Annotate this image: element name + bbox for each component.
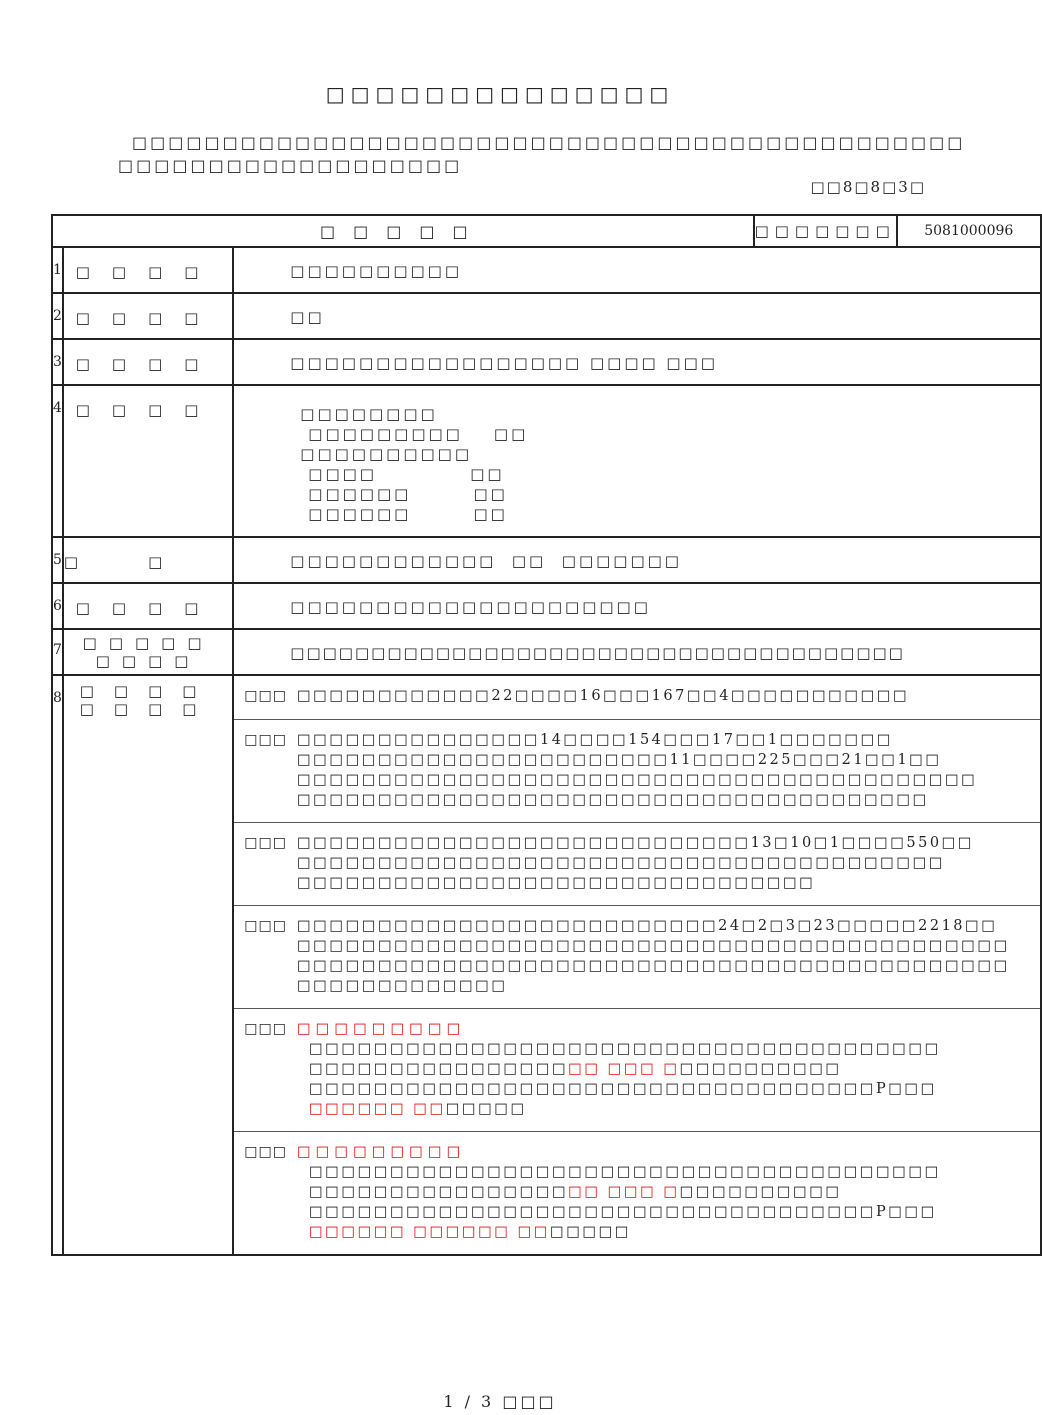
history-item-number: □□□ xyxy=(234,905,287,1008)
row-number: 1 xyxy=(52,247,63,293)
intro-line-1: □□□□□□□□□□□□□□□□□□□□□□□□□□□□□□□□□□□□□□□□□□□□□□ xyxy=(132,133,966,152)
history-item-text xyxy=(287,1131,1040,1254)
history-item-number: □□□ xyxy=(234,822,287,905)
row-label: □□□□ xyxy=(63,247,233,293)
row-number: 8 xyxy=(52,675,63,1255)
row-value: □□□□□□□□□□□□□□□□□□□□□□□□□□□□□□□□□□□□□□ xyxy=(233,629,1041,675)
history-table xyxy=(234,676,1040,1254)
row4-line: □□□□□□ □□ xyxy=(308,505,508,523)
row-value: □□□□□□□□□□□□□□□□□□□□□ xyxy=(233,583,1041,629)
row-label-line: □□□□ xyxy=(79,682,217,700)
history-red-text: □□ □□□ □ xyxy=(568,1183,680,1200)
row-8 xyxy=(52,675,1041,1255)
history-cell xyxy=(233,675,1041,1255)
history-item-text xyxy=(287,676,1040,719)
history-line xyxy=(297,1182,1010,1202)
row4-line: □□□□□□ □□ xyxy=(308,485,508,503)
history-line xyxy=(297,1059,1010,1079)
history-heading: □□□□□□□□□ xyxy=(296,1019,466,1037)
row-number: 7 xyxy=(52,629,63,675)
history-item-text xyxy=(287,719,1040,822)
row-4 xyxy=(52,385,1041,537)
row-label: □□□□ xyxy=(63,583,233,629)
history-item-number: □□□ xyxy=(234,676,287,719)
row-number: 6 xyxy=(52,583,63,629)
row-label-line: □□□□ xyxy=(79,700,217,718)
history-text: □□□□□ xyxy=(550,1223,631,1240)
history-red-text: □□ □□□ □ xyxy=(568,1060,680,1077)
history-text: □□□□□□□□□□□□□□□□ xyxy=(308,1183,569,1200)
row4-line: □□□□ □□ xyxy=(308,465,505,483)
history-line: □□□□□□□□□□□□□□□□□□□□□□□□□□□□□□□□□□□P□□□ xyxy=(308,1203,937,1220)
history-item xyxy=(234,822,1040,905)
row-7 xyxy=(52,629,1041,675)
row-label xyxy=(63,675,233,1255)
row4-line: □□□□□□□□□ □□ xyxy=(308,425,529,443)
row-value-list xyxy=(233,385,1041,537)
row-2 xyxy=(52,293,1041,339)
history-text: □□□□□ xyxy=(445,1100,527,1117)
history-line: □□□□□□□□□□□□□□□□□□□□□□□□□□□□□□□□□□□□□□□ xyxy=(308,1040,941,1057)
history-line: □□□□□□□□□□□□□□□□□□□□□□□□□□□□□□□□□□□P□□□ xyxy=(308,1080,937,1097)
history-item xyxy=(234,1008,1040,1131)
history-line: □□□□□□□□□□□□□ xyxy=(296,977,508,994)
history-line: □□□□□□□□□□□□□□□□□□□□□□□□□□□□□□□□□□□□□□□□□□ xyxy=(296,771,978,788)
row-label xyxy=(63,629,233,675)
history-line: □□□□□□□□□□□□□□□□□□□□□□□□□□□□13□10□1□□□□550□□ xyxy=(296,834,974,851)
intro-line-2: □□□□□□□□□□□□□□□□□□□ xyxy=(118,156,463,175)
document-date: □□8□8□3□ xyxy=(810,178,926,196)
history-item-number: □□□ xyxy=(244,1143,287,1160)
history-item xyxy=(234,719,1040,822)
header-name-cell xyxy=(52,215,1041,247)
history-heading: □□□□□□□□□ xyxy=(296,1142,466,1160)
history-line: □□□□□□□□□□□□□□□□□□□□□□□□□□□□□□□□□□□□□□□ xyxy=(308,1163,941,1180)
history-item xyxy=(234,1131,1040,1254)
row-label: □□□□ xyxy=(63,385,233,537)
row-value: □□ xyxy=(233,293,1041,339)
row-label: □□ xyxy=(63,537,233,583)
header-code-label: □□□□□□□ xyxy=(754,216,897,246)
history-item-text xyxy=(287,822,1040,905)
row-number: 2 xyxy=(52,293,63,339)
history-text: □□□□□□□□□□ xyxy=(679,1060,842,1077)
row-5 xyxy=(52,537,1041,583)
history-line: □□□□□□□□□□□□□□□□□□□□□□□□□□□□□□□□□□□□□□□□□□□□ xyxy=(296,937,1010,954)
document-title: □□□□□□□□□□□□□□ xyxy=(325,82,675,106)
page-indicator: 1 / 3 □□□ xyxy=(443,1392,557,1411)
history-line: □□□□□□□□□□□□□□□□□□□□□□□□□□□□□□□□ xyxy=(296,874,816,891)
history-line: □□□□□□□□□□□□□□□□□□□□□□□□□□24□2□3□23□□□□□2218□□ xyxy=(296,917,998,934)
history-line: □□□□□□□□□□□□22□□□□16□□□167□□4□□□□□□□□□□□ xyxy=(296,688,910,704)
header-name-label: □□□□□ xyxy=(53,216,754,246)
row-label-line: □□□□ xyxy=(95,652,201,670)
row-label: □□□□ xyxy=(63,293,233,339)
history-item-text xyxy=(287,905,1040,1008)
history-line xyxy=(297,1222,1010,1242)
header-code-value: 5081000096 xyxy=(924,223,1014,239)
history-item xyxy=(234,676,1040,719)
history-item xyxy=(234,905,1040,1008)
row-6 xyxy=(52,583,1041,629)
history-line: □□□□□□□□□□□□□□□14□□□□154□□□17□□1□□□□□□□ xyxy=(296,731,893,748)
row-value: □□□□□□□□□□ xyxy=(233,247,1041,293)
row4-line: □□□□□□□□ xyxy=(300,405,438,423)
history-red-text: □□□□□□ □□□□□□ □□ xyxy=(308,1223,550,1240)
history-text: □□□□□□□□□□□□□□□□ xyxy=(308,1060,569,1077)
row-label: □□□□ xyxy=(63,339,233,385)
row4-line: □□□□□□□□□□ xyxy=(300,445,473,463)
row-number: 4 xyxy=(52,385,63,537)
history-line: □□□□□□□□□□□□□□□□□□□□□□□□□□□□□□□□□□□□□□□ xyxy=(296,791,929,808)
row-value: □□□□□□□□□□□□□□□□□ □□□□ □□□ xyxy=(233,339,1041,385)
row-value: □□□□□□□□□□□□ □□ □□□□□□□ xyxy=(233,537,1041,583)
row-3 xyxy=(52,339,1041,385)
row-number: 5 xyxy=(52,537,63,583)
history-item-number: □□□ xyxy=(234,1008,287,1131)
history-line: □□□□□□□□□□□□□□□□□□□□□□□11□□□□225□□□21□□1□□ xyxy=(296,751,942,768)
history-red-text: □□□□□□ □□ xyxy=(308,1100,446,1117)
history-line: □□□□□□□□□□□□□□□□□□□□□□□□□□□□□□□□□□□□□□□□ xyxy=(296,854,945,871)
intro-text xyxy=(118,131,966,177)
history-item-number: □□□ xyxy=(234,719,287,822)
row-label-line: □□□□□ xyxy=(82,634,214,652)
registration-table xyxy=(51,214,1042,1256)
row-1 xyxy=(52,247,1041,293)
history-text: □□□□□□□□□□ xyxy=(679,1183,842,1200)
history-item-text xyxy=(287,1008,1040,1131)
row-number: 3 xyxy=(52,339,63,385)
history-line: □□□□□□□□□□□□□□□□□□□□□□□□□□□□□□□□□□□□□□□□□□□□ xyxy=(296,957,1010,974)
history-line xyxy=(297,1099,1010,1119)
